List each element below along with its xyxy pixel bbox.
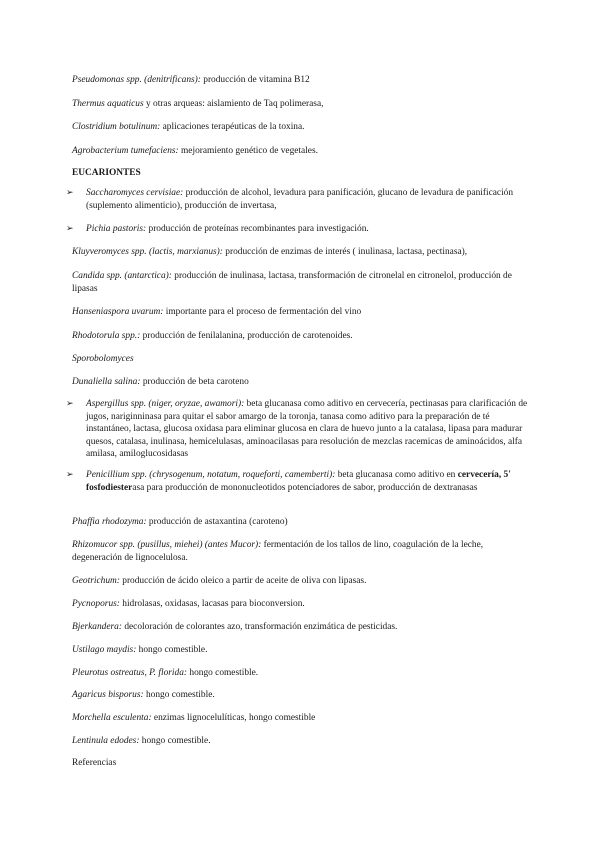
entry-kluyveromyces: Kluyveromyces spp. (lactis, marxianus): producción de enzimas de interés ( inulinasa, lactasa, pectinasa), (72, 247, 468, 257)
entry-penicillium: ➢ Penicillium spp. (chrysogenum, notatum, roqueforti, camemberti): beta glucanasa como aditivo en cervecería, 5' fosfodiesterasa para producción de mononucleotidos potenciadores de sabor, producción de dextranasas (66, 470, 511, 493)
entry-rhodotorula: Rhodotorula spp.: producción de fenilalanina, producción de carotenoides. (72, 331, 353, 341)
entry-rhizomucor: Rhizomucor spp. (pusillus, miehei) (antes Mucor): fermentación de los tallos de lino, coagulación de la leche, degeneración de lignocelulosa. (72, 540, 484, 563)
section-heading-eucariontes: EUCARIONTES (72, 168, 141, 178)
entry-bjerkandera: Bjerkandera: decoloración de colorantes azo, transformación enzimática de pesticidas. (72, 622, 398, 632)
entry-thermus: Thermus aquaticus y otras arqueas: aislamiento de Taq polimerasa, (72, 99, 324, 109)
bullet-arrow-icon: ➢ (66, 188, 74, 198)
entry-pichia: ➢ Pichia pastoris: producción de proteínas recombinantes para investigación. (66, 224, 369, 234)
entry-sporobolomyces: Sporobolomyces (72, 354, 134, 364)
entry-candida: Candida spp. (antarctica): producción de inulinasa, lactasa, transformación de citronelal en citronelol, producción de lipasas (72, 271, 512, 294)
entry-lentinula: Lentinula edodes: hongo comestible. (72, 736, 211, 746)
entry-dunaliella: Dunaliella salina: producción de beta caroteno (72, 377, 249, 387)
entry-geotrichum: Geotrichum: producción de ácido oleico a partir de aceite de oliva con lipasas. (72, 576, 367, 586)
bullet-arrow-icon: ➢ (66, 224, 74, 234)
entry-aspergillus: ➢ Aspergillus spp. (niger, oryzae, awamori): beta glucanasa como aditivo en cervecería, pectinasas para clarificación de jugos, nariginninasa para quitar el sabor amargo de la toronja, tanasa como aditivo para la preparación de té instantáneo, lactasa, glucosa oxidasa para eliminar glucosa en clara de huevo junto a la catalasa, lipasa para madurar quesos, catalasa, inulinasa, hemicelulasas, aminoacilasas para resolución de mezclas racemicas de aminoácidos, alfa amilasa, amiloglucosidasas (66, 399, 528, 459)
entry-hanseniaspora: Hanseniaspora uvarum: importante para el proceso de fermentación del vino (72, 307, 362, 317)
entry-pleurotus: Pleurotus ostreatus, P. florida: hongo comestible. (72, 668, 259, 678)
entry-ustilago: Ustilago maydis: hongo comestible. (72, 645, 208, 655)
references-heading: Referencias (72, 758, 117, 768)
entry-pycnoporus: Pycnoporus: hidrolasas, oxidasas, lacasas para bioconversion. (72, 599, 305, 609)
entry-pseudomonas: Pseudomonas spp. (denitrificans): producción de vitamina B12 (72, 75, 310, 85)
entry-clostridium: Clostridium botulinum: aplicaciones terapéuticas de la toxina. (72, 122, 305, 132)
bullet-arrow-icon: ➢ (66, 470, 74, 480)
entry-agaricus: Agaricus bisporus: hongo comestible. (72, 690, 215, 700)
bullet-arrow-icon: ➢ (66, 399, 74, 409)
entry-agrobacterium: Agrobacterium tumefaciens: mejoramiento genético de vegetales. (72, 146, 318, 156)
entry-saccharomyces: ➢ Saccharomyces cervisiae: producción de alcohol, levadura para panificación, glucano de levadura de panificación (suplemento alimenticio), producción de invertasa, (66, 188, 514, 211)
entry-phaffia: Phaffia rhodozyma: producción de astaxantina (caroteno) (72, 517, 288, 527)
entry-morchella: Morchella esculenta: enzimas lignocelulíticas, hongo comestible (72, 713, 316, 723)
